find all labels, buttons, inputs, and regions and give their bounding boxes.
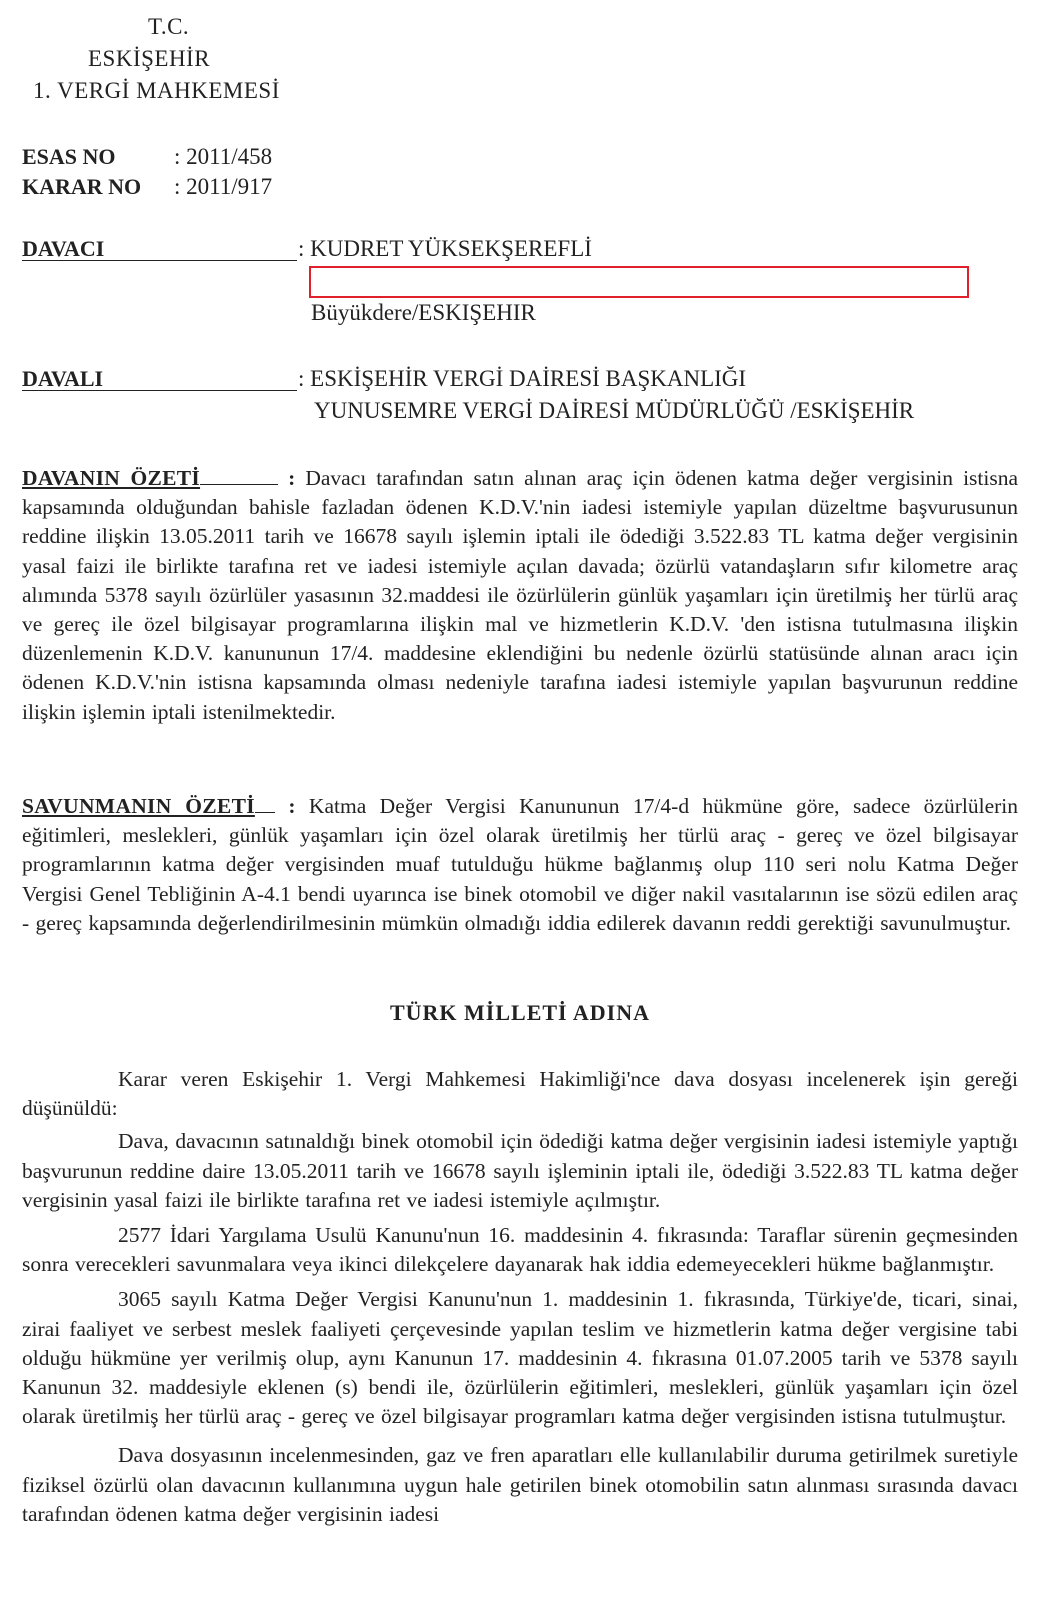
davaci-label: DAVACI: [22, 236, 105, 261]
davali-line1: : ESKİŞEHİR VERGİ DAİRESİ BAŞKANLIĞI: [298, 366, 747, 391]
defense-summary-heading: SAVUNMANIN ÖZETİ: [22, 794, 255, 818]
decision-body: [22, 1065, 1018, 1617]
karar-row: [22, 174, 141, 200]
case-summary-text: Davacı tarafından satın alınan araç için ödenen katma değer vergisinin istisna kapsamında olduğundan bahisle fazladan ödenen K.D.V.'nin iadesi istemiyle yapılan düzeltme başvurusunun reddine ilişkin 13.05.2011 tarih ve 16678 sayılı işlemin iptali ile ödediği 3.522.83 TL katma değer vergisinin yasal faizi ile birlikte tarafına ret ve iadesi istemiyle açılan davada; özürlü vatandaşların sıfır kilometre araç alımında 5378 sayılı özürlüler yasasının 32.maddesi ile özürlülerin günlük yaşamları için üretilmiş her türlü araç ve gereç ile özel bilgisayar programlarına ilişkin mal ve hizmetlerin K.D.V. 'den istisna tutulmasına ilişkin düzenlemenin K.D.V. kanununun 17/4. maddesine eklendiğini bu nedenle özürlü statüsünde alınan aracı için ödenen K.D.V.'nin istisna kapsamında olması nedeniyle tarafına iadesi istemiyle yapılan başvurunun reddine ilişkin işlemin iptali istenilmektedir.: [22, 466, 1019, 724]
davaci-name: : KUDRET YÜKSEKŞEREFLİ: [298, 236, 592, 261]
decision-paragraph-2: Dava, davacının satınaldığı binek otomobil için ödediği katma değer vergisinin iadesi istemiyle yaptığı başvurunun reddine daire 13.05.2011 tarih ve 16678 sayılı işleminin iptali ile, ödediği 3.522.83 TL katma değer vergisinin yasal faizi ile birlikte tarafına ret ve iadesi istemiyle açılmıştır.: [22, 1129, 1018, 1212]
karar-value: : 2011/917: [174, 174, 273, 199]
karar-label: KARAR NO: [22, 174, 142, 199]
court-country: T.C.: [148, 14, 190, 39]
esas-label: ESAS NO: [22, 144, 116, 169]
defense-summary-text: Katma Değer Vergisi Kanununun 17/4-d hükmüne göre, sadece özürlülerin eğitimleri, meslekleri, günlük yaşamları için özel olarak üretilmiş her türlü araç - gereç ve özel bilgisayar programlarının katma değer vergisinden muaf tutulduğu hükme bağlanmış olup 110 seri nolu Katma Değer Vergisi Genel Tebliğinin A-4.1 bendi uyarınca ise binek otomobil ve diğer nakil vasıtalarının ise sözü edilen araç - gereç kapsamında değerlendirilmesinin mümkün olmadığı iddia edilerek davanın reddi gerektiği savunulmuştur.: [22, 794, 1018, 935]
esas-row: [22, 144, 116, 170]
esas-value: : 2011/458: [174, 144, 273, 169]
court-city: ESKİŞEHİR: [88, 46, 211, 71]
davaci-label-line: [22, 236, 297, 261]
defense-summary-colon: :: [288, 794, 296, 818]
decision-paragraph-3: 2577 İdari Yargılama Usulü Kanunu'nun 16. maddesinin 4. fıkrasında: Taraflar sürenin geçmesinden sonra verecekleri savunmalara veya ikinci dilekçelere dayanarak hak iddia edemeyecekleri hükme bağlanmıştır.: [22, 1223, 1018, 1277]
redacted-address-box: [309, 266, 969, 298]
davali-label: DAVALI: [22, 366, 104, 391]
davaci-address: Büyükdere/ESKIŞEHIR: [311, 300, 536, 325]
decision-paragraph-1: Karar veren Eskişehir 1. Vergi Mahkemesi Hakimliği'nce dava dosyası incelenerek işin gereği düşünüldü:: [22, 1067, 1018, 1121]
davali-label-line: [22, 366, 297, 391]
decision-paragraph-5: Dava dosyasının incelenmesinden, gaz ve fren aparatları elle kullanılabilir duruma getirilmek suretiyle fiziksel özürlü olan davacının kullanımına uygun hale getirilen binek otomobilin satın alınması sırasında davacı tarafından ödenen katma değer vergisinin iadesi: [22, 1443, 1018, 1526]
case-summary: [22, 464, 1018, 764]
defense-summary: [22, 792, 1018, 977]
court-name: 1. VERGİ MAHKEMESİ: [33, 78, 280, 103]
defense-summary-underline-gap: [255, 794, 275, 813]
case-summary-underline-gap: [200, 466, 278, 485]
case-summary-colon: :: [288, 466, 296, 490]
case-summary-heading: DAVANIN ÖZETİ: [22, 466, 201, 490]
davali-line2: YUNUSEMRE VERGİ DAİRESİ MÜDÜRLÜĞÜ /ESKİŞEHİR: [314, 398, 915, 423]
decision-paragraph-4: 3065 sayılı Katma Değer Vergisi Kanunu'nun 1. maddesinin 1. fıkrasında, Türkiye'de, ticari, sinai, zirai faaliyet ve serbest meslek faaliyeti çerçevesinde yapılan teslim ve hizmetlerin katma değer vergisine tabi olduğu hükmüne yer verilmiş olup, aynı Kanunun 17. maddesinin 4. fıkrasına 01.07.2005 tarih ve 5378 sayılı Kanunun 32. maddesiyle eklenen (s) bendi ile, özürlülerin eğitimleri, meslekleri, günlük yaşamları için özel olarak üretilmiş her türlü araç - gereç ve özel bilgisayar programları katma değer vergisinden istisna tutulmuştur.: [22, 1287, 1018, 1429]
section-title: TÜRK MİLLETİ ADINA: [389, 1000, 651, 1025]
